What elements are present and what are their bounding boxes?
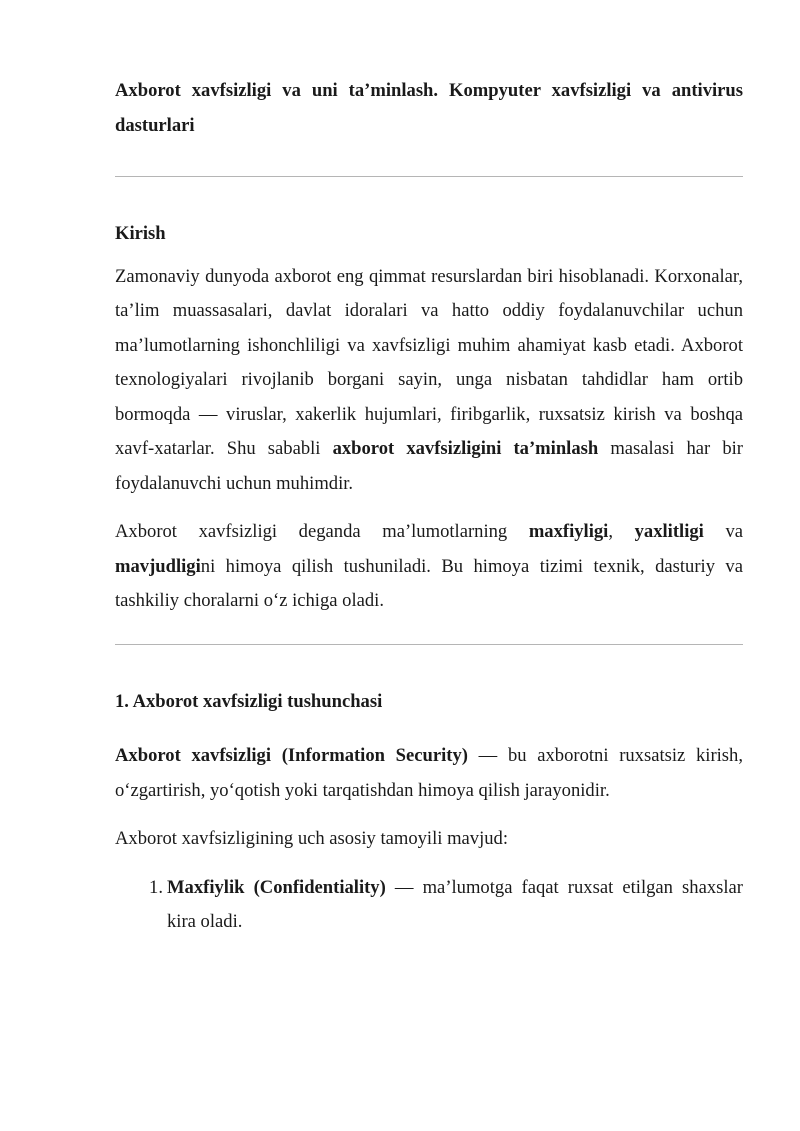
emphasis-text: mavjudligi [115,555,201,577]
section-heading-intro: Kirish [115,223,166,244]
section-heading-1: 1. Axborot xavfsizligi tushunchasi [115,690,383,712]
principles-intro: Axborot xavfsizligining uch asosiy tamoyili mavjud: [115,828,509,849]
list-item [115,871,743,940]
emphasis-text: Axborot xavfsizligi (Information Security) [115,745,468,766]
intro-paragraph-2: Axborot xavfsizligi deganda ma’lumotlarning maxfiyligi, yaxlitligi va mavjudligini himoya qilish tushuniladi. Bu himoya tizimi texnik, dasturiy va tashkiliy choralarni o‘z ichiga oladi. [115,521,744,611]
intro-paragraph-1: Zamonaviy dunyoda axborot eng qimmat resurslardan biri hisoblanadi. Korxonalar, ta’lim muassasalari, davlat idoralari va hatto oddiy foydalanuvchilar uchun ma’lumotlarning ishonchliligi va xavfsizligi muhim ahamiyat kasb etadi. Axborot texnologiyalari rivojlanib borgani sayin, unga nisbatan tahdidlar ham ortib bormoqda — viruslar, xakerlik hujumlari, firibgarlik, ruxsatsiz kirish va boshqa xavf-xatarlar. Shu sababli axborot xavfsizligini ta’minlash masalasi har bir foydalanuvchi uchun muhimdir. [115,265,743,494]
definition-paragraph: Axborot xavfsizligi (Information Security) — bu axborotni ruxsatsiz kirish, o‘zgartirish, yo‘qotish yoki tarqatishdan himoya qilish jarayonidir. [115,745,743,801]
principles-list [115,871,743,940]
emphasis-text: axborot xavfsizligini ta’minlash [332,438,599,459]
emphasis-text: yaxlitligi [634,521,704,542]
document-title: Axborot xavfsizligi va uni ta’minlash. Kompyuter xavfsizligi va antivirus dasturlari [115,80,743,136]
emphasis-text: Maxfiylik (Confidentiality) [167,876,386,898]
list-item-number: 1. [149,876,163,898]
emphasis-text: maxfiyligi [528,521,609,542]
list-item-text: Maxfiylik (Confidentiality) — ma’lumotga faqat ruxsat etilgan shaxslar kira oladi. [167,876,743,932]
